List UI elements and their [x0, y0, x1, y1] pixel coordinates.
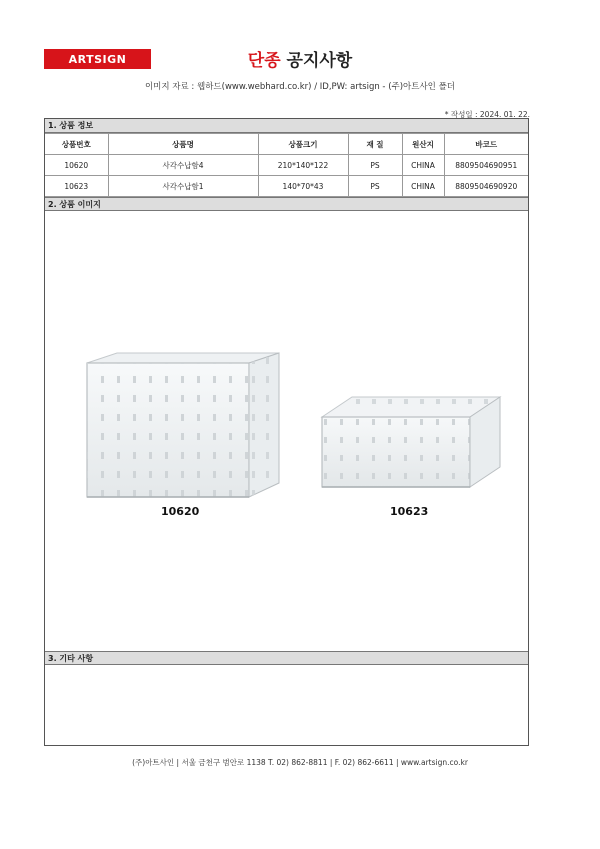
table-header-row [45, 134, 528, 155]
written-date: * 작성일 : 2024. 01. 22. [444, 110, 530, 119]
material-cell: PS [348, 155, 402, 176]
page-title [0, 46, 600, 71]
product-name-cell: 사각수납함4 [108, 155, 258, 176]
column-header: 재 질 [348, 134, 402, 155]
table-row [45, 155, 528, 176]
section-etc: 3. 기타 사항 [45, 651, 528, 665]
product-code-cell: 10623 [45, 176, 108, 197]
company-footer: (주)아트사인 | 서울 금천구 범안로 1138 T. 02) 862-8811 | F. 02) 862-6611 | www.artsign.co.kr [132, 758, 468, 767]
shallow-basket-image [318, 395, 504, 491]
product-size-cell: 140*70*43 [258, 176, 348, 197]
product-name-cell: 사각수납함1 [108, 176, 258, 197]
product-code-label: 10623 [390, 505, 429, 518]
title-rest: 공지사항 [280, 51, 353, 71]
section-product-info: 1. 상품 정보 [45, 119, 528, 133]
title-highlight: 단종 [247, 51, 281, 71]
barcode-cell: 8809504690920 [444, 176, 528, 197]
material-cell: PS [348, 176, 402, 197]
download-info: 이미지 자료 : 웹하드(www.webhard.co.kr) / ID,PW: artsign - (주)아트사인 폴더 [144, 82, 456, 92]
product-images-area [45, 211, 528, 651]
column-header: 상품번호 [45, 134, 108, 155]
product-info-table [45, 133, 528, 197]
column-header: 상품크기 [258, 134, 348, 155]
product-code-label: 10620 [161, 505, 200, 518]
product-size-cell: 210*140*122 [258, 155, 348, 176]
origin-cell: CHINA [402, 176, 444, 197]
barcode-cell: 8809504690951 [444, 155, 528, 176]
column-header: 상품명 [108, 134, 258, 155]
product-code-cell: 10620 [45, 155, 108, 176]
column-header: 원산지 [402, 134, 444, 155]
column-header: 바코드 [444, 134, 528, 155]
notice-frame [44, 118, 529, 746]
table-row [45, 176, 528, 197]
tall-basket-image [79, 351, 287, 501]
section-product-images: 2. 상품 이미지 [45, 197, 528, 211]
brand-logo: ARTSIGN [44, 49, 151, 69]
origin-cell: CHINA [402, 155, 444, 176]
